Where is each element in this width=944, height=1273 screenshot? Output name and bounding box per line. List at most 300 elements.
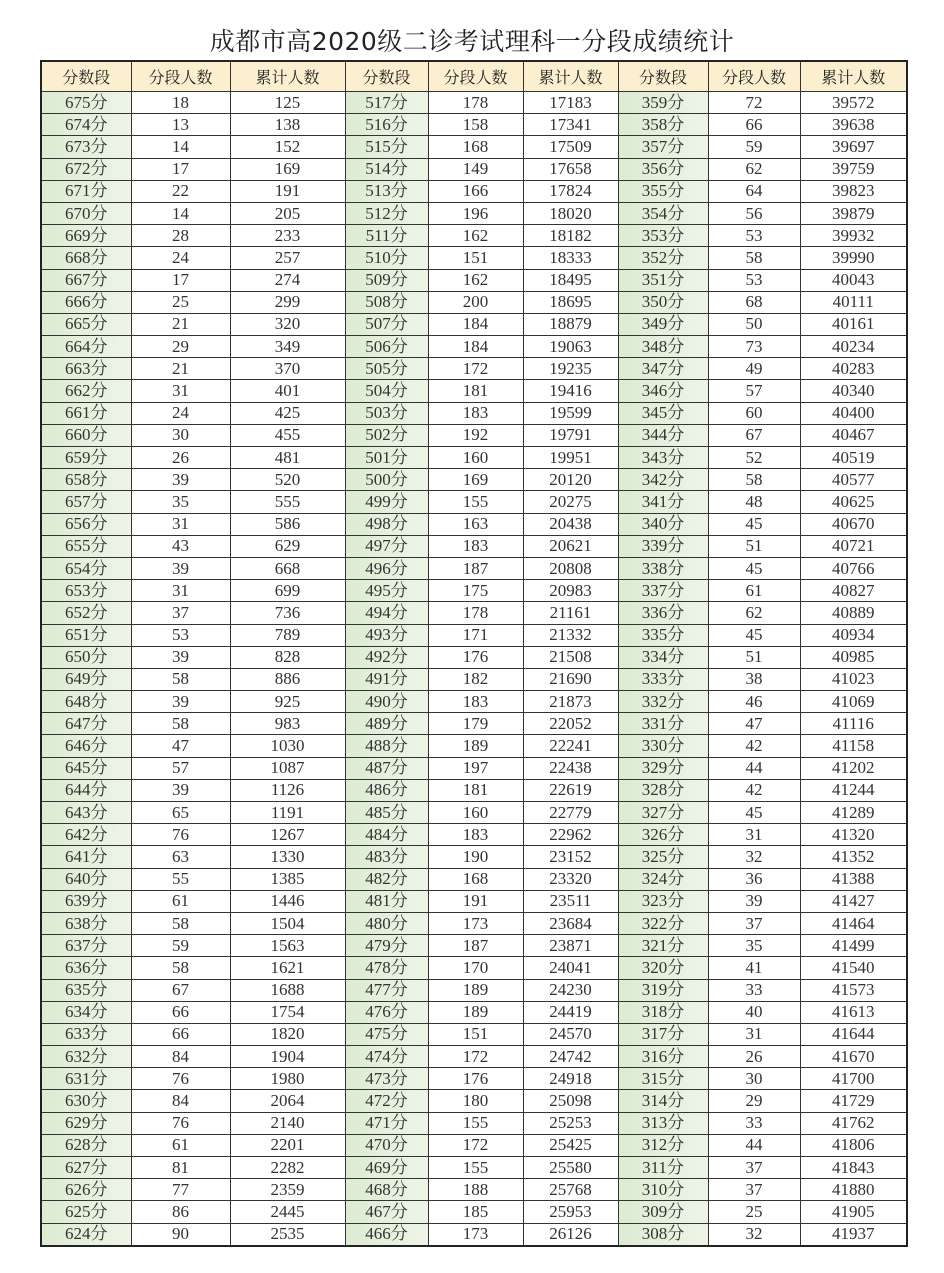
score-band-cell: 664分 [41, 336, 131, 358]
cumulative-count-cell: 22052 [523, 713, 618, 735]
cumulative-count-cell: 886 [230, 668, 345, 690]
band-count-cell: 44 [708, 757, 800, 779]
band-count-cell: 196 [428, 202, 523, 224]
score-band-cell: 671分 [41, 180, 131, 202]
score-band-cell: 643分 [41, 802, 131, 824]
band-count-cell: 67 [708, 424, 800, 446]
band-count-cell: 190 [428, 846, 523, 868]
cumulative-count-cell: 40467 [800, 424, 907, 446]
band-count-cell: 44 [708, 1134, 800, 1156]
cumulative-count-cell: 828 [230, 646, 345, 668]
table-row [41, 646, 907, 668]
cumulative-count-cell: 41069 [800, 691, 907, 713]
score-band-cell: 468分 [345, 1179, 428, 1201]
band-count-cell: 65 [131, 802, 230, 824]
cumulative-count-cell: 18695 [523, 291, 618, 313]
cumulative-count-cell: 1191 [230, 802, 345, 824]
cumulative-count-cell: 19951 [523, 447, 618, 469]
table-row [41, 935, 907, 957]
cumulative-count-cell: 41573 [800, 979, 907, 1001]
table-row [41, 1179, 907, 1201]
score-band-cell: 663分 [41, 358, 131, 380]
cumulative-count-cell: 19599 [523, 402, 618, 424]
band-count-cell: 175 [428, 580, 523, 602]
score-band-cell: 483分 [345, 846, 428, 868]
score-band-cell: 321分 [618, 935, 708, 957]
cumulative-count-cell: 40721 [800, 535, 907, 557]
cumulative-count-cell: 25768 [523, 1179, 618, 1201]
band-count-cell: 24 [131, 247, 230, 269]
score-band-cell: 319分 [618, 979, 708, 1001]
cumulative-count-cell: 668 [230, 557, 345, 579]
table-row [41, 557, 907, 579]
score-band-cell: 318分 [618, 1001, 708, 1023]
score-band-cell: 498分 [345, 513, 428, 535]
cumulative-count-cell: 26126 [523, 1223, 618, 1246]
table-row [41, 114, 907, 136]
score-band-cell: 496分 [345, 557, 428, 579]
cumulative-count-cell: 191 [230, 180, 345, 202]
score-band-cell: 513分 [345, 180, 428, 202]
band-count-cell: 28 [131, 225, 230, 247]
band-count-cell: 184 [428, 313, 523, 335]
table-body [41, 92, 907, 1246]
table-row [41, 269, 907, 291]
cumulative-count-cell: 41320 [800, 824, 907, 846]
band-count-cell: 158 [428, 114, 523, 136]
cumulative-count-cell: 41729 [800, 1090, 907, 1112]
band-count-cell: 39 [708, 890, 800, 912]
score-band-cell: 495分 [345, 580, 428, 602]
cumulative-count-cell: 41937 [800, 1223, 907, 1246]
band-count-cell: 39 [131, 646, 230, 668]
score-band-cell: 625分 [41, 1201, 131, 1223]
cumulative-count-cell: 41116 [800, 713, 907, 735]
table-row [41, 424, 907, 446]
table-row [41, 1090, 907, 1112]
score-band-cell: 654分 [41, 557, 131, 579]
column-header-band-count: 分段人数 [428, 61, 523, 92]
cumulative-count-cell: 41843 [800, 1157, 907, 1179]
score-band-cell: 506分 [345, 336, 428, 358]
cumulative-count-cell: 1330 [230, 846, 345, 868]
cumulative-count-cell: 20275 [523, 491, 618, 513]
score-band-cell: 673分 [41, 136, 131, 158]
score-band-cell: 489分 [345, 713, 428, 735]
cumulative-count-cell: 21690 [523, 668, 618, 690]
band-count-cell: 35 [131, 491, 230, 513]
table-row [41, 580, 907, 602]
band-count-cell: 58 [131, 957, 230, 979]
column-header-score-band: 分数段 [618, 61, 708, 92]
score-band-cell: 647分 [41, 713, 131, 735]
band-count-cell: 81 [131, 1157, 230, 1179]
score-band-cell: 517分 [345, 92, 428, 114]
cumulative-count-cell: 41499 [800, 935, 907, 957]
cumulative-count-cell: 169 [230, 158, 345, 180]
band-count-cell: 60 [708, 402, 800, 424]
band-count-cell: 182 [428, 668, 523, 690]
band-count-cell: 62 [708, 602, 800, 624]
band-count-cell: 189 [428, 735, 523, 757]
score-band-cell: 326分 [618, 824, 708, 846]
band-count-cell: 58 [131, 668, 230, 690]
table-row [41, 912, 907, 934]
cumulative-count-cell: 17824 [523, 180, 618, 202]
cumulative-count-cell: 41388 [800, 868, 907, 890]
band-count-cell: 61 [131, 1134, 230, 1156]
score-band-cell: 345分 [618, 402, 708, 424]
cumulative-count-cell: 18495 [523, 269, 618, 291]
score-band-cell: 486分 [345, 779, 428, 801]
table-row [41, 291, 907, 313]
score-band-cell: 658分 [41, 469, 131, 491]
band-count-cell: 31 [131, 513, 230, 535]
table-row [41, 957, 907, 979]
band-count-cell: 29 [131, 336, 230, 358]
band-count-cell: 61 [131, 890, 230, 912]
band-count-cell: 57 [708, 380, 800, 402]
table-row [41, 491, 907, 513]
score-band-cell: 331分 [618, 713, 708, 735]
cumulative-count-cell: 41202 [800, 757, 907, 779]
band-count-cell: 14 [131, 136, 230, 158]
table-row [41, 247, 907, 269]
band-count-cell: 149 [428, 158, 523, 180]
band-count-cell: 31 [708, 1023, 800, 1045]
band-count-cell: 151 [428, 1023, 523, 1045]
score-band-cell: 512分 [345, 202, 428, 224]
score-band-cell: 350分 [618, 291, 708, 313]
table-row [41, 846, 907, 868]
score-band-cell: 313分 [618, 1112, 708, 1134]
score-band-cell: 347分 [618, 358, 708, 380]
cumulative-count-cell: 41023 [800, 668, 907, 690]
band-count-cell: 176 [428, 646, 523, 668]
cumulative-count-cell: 2201 [230, 1134, 345, 1156]
band-count-cell: 56 [708, 202, 800, 224]
band-count-cell: 48 [708, 491, 800, 513]
table-row [41, 691, 907, 713]
band-count-cell: 31 [708, 824, 800, 846]
cumulative-count-cell: 1126 [230, 779, 345, 801]
band-count-cell: 72 [708, 92, 800, 114]
score-band-cell: 515分 [345, 136, 428, 158]
band-count-cell: 32 [708, 846, 800, 868]
band-count-cell: 84 [131, 1090, 230, 1112]
score-band-cell: 353分 [618, 225, 708, 247]
band-count-cell: 57 [131, 757, 230, 779]
cumulative-count-cell: 40625 [800, 491, 907, 513]
band-count-cell: 39 [131, 469, 230, 491]
band-count-cell: 73 [708, 336, 800, 358]
band-count-cell: 37 [708, 1157, 800, 1179]
band-count-cell: 166 [428, 180, 523, 202]
band-count-cell: 37 [131, 602, 230, 624]
score-band-cell: 510分 [345, 247, 428, 269]
cumulative-count-cell: 1030 [230, 735, 345, 757]
cumulative-count-cell: 17341 [523, 114, 618, 136]
score-band-cell: 641分 [41, 846, 131, 868]
column-header-band-count: 分段人数 [131, 61, 230, 92]
table-row [41, 225, 907, 247]
cumulative-count-cell: 20120 [523, 469, 618, 491]
cumulative-count-cell: 24419 [523, 1001, 618, 1023]
score-band-cell: 639分 [41, 890, 131, 912]
score-band-cell: 354分 [618, 202, 708, 224]
cumulative-count-cell: 23511 [523, 890, 618, 912]
score-band-cell: 472分 [345, 1090, 428, 1112]
band-count-cell: 25 [131, 291, 230, 313]
score-band-cell: 629分 [41, 1112, 131, 1134]
band-count-cell: 13 [131, 114, 230, 136]
band-count-cell: 76 [131, 1068, 230, 1090]
band-count-cell: 151 [428, 247, 523, 269]
cumulative-count-cell: 40827 [800, 580, 907, 602]
cumulative-count-cell: 17509 [523, 136, 618, 158]
score-band-cell: 477分 [345, 979, 428, 1001]
cumulative-count-cell: 25953 [523, 1201, 618, 1223]
score-band-cell: 674分 [41, 114, 131, 136]
cumulative-count-cell: 24570 [523, 1023, 618, 1045]
cumulative-count-cell: 2140 [230, 1112, 345, 1134]
cumulative-count-cell: 1904 [230, 1046, 345, 1068]
cumulative-count-cell: 22962 [523, 824, 618, 846]
band-count-cell: 168 [428, 868, 523, 890]
cumulative-count-cell: 1688 [230, 979, 345, 1001]
cumulative-count-cell: 40889 [800, 602, 907, 624]
band-count-cell: 183 [428, 402, 523, 424]
score-band-cell: 341分 [618, 491, 708, 513]
score-band-cell: 332分 [618, 691, 708, 713]
score-band-cell: 505分 [345, 358, 428, 380]
table-row [41, 779, 907, 801]
cumulative-count-cell: 41158 [800, 735, 907, 757]
band-count-cell: 42 [708, 779, 800, 801]
cumulative-count-cell: 23684 [523, 912, 618, 934]
score-band-cell: 640分 [41, 868, 131, 890]
cumulative-count-cell: 22619 [523, 779, 618, 801]
band-count-cell: 26 [131, 447, 230, 469]
score-band-cell: 638分 [41, 912, 131, 934]
band-count-cell: 45 [708, 557, 800, 579]
band-count-cell: 21 [131, 358, 230, 380]
band-count-cell: 187 [428, 935, 523, 957]
score-band-cell: 635分 [41, 979, 131, 1001]
score-band-cell: 356分 [618, 158, 708, 180]
score-band-cell: 315分 [618, 1068, 708, 1090]
cumulative-count-cell: 41540 [800, 957, 907, 979]
table-row [41, 313, 907, 335]
band-count-cell: 66 [131, 1001, 230, 1023]
cumulative-count-cell: 736 [230, 602, 345, 624]
cumulative-count-cell: 789 [230, 624, 345, 646]
band-count-cell: 170 [428, 957, 523, 979]
score-band-cell: 322分 [618, 912, 708, 934]
band-count-cell: 173 [428, 912, 523, 934]
cumulative-count-cell: 40161 [800, 313, 907, 335]
band-count-cell: 42 [708, 735, 800, 757]
table-row [41, 713, 907, 735]
band-count-cell: 47 [131, 735, 230, 757]
score-band-cell: 631分 [41, 1068, 131, 1090]
cumulative-count-cell: 1267 [230, 824, 345, 846]
band-count-cell: 47 [708, 713, 800, 735]
score-band-cell: 645分 [41, 757, 131, 779]
score-band-cell: 652分 [41, 602, 131, 624]
cumulative-count-cell: 152 [230, 136, 345, 158]
table-row [41, 802, 907, 824]
score-band-cell: 484分 [345, 824, 428, 846]
score-band-cell: 648分 [41, 691, 131, 713]
band-count-cell: 31 [131, 380, 230, 402]
score-band-cell: 340分 [618, 513, 708, 535]
cumulative-count-cell: 41352 [800, 846, 907, 868]
column-header-cumulative-count: 累计人数 [523, 61, 618, 92]
band-count-cell: 21 [131, 313, 230, 335]
cumulative-count-cell: 39990 [800, 247, 907, 269]
score-band-cell: 329分 [618, 757, 708, 779]
cumulative-count-cell: 2282 [230, 1157, 345, 1179]
table-row [41, 624, 907, 646]
score-band-cell: 653分 [41, 580, 131, 602]
table-row [41, 1023, 907, 1045]
band-count-cell: 58 [131, 713, 230, 735]
table-row [41, 1046, 907, 1068]
score-band-cell: 466分 [345, 1223, 428, 1246]
score-band-cell: 335分 [618, 624, 708, 646]
cumulative-count-cell: 274 [230, 269, 345, 291]
band-count-cell: 22 [131, 180, 230, 202]
cumulative-count-cell: 39879 [800, 202, 907, 224]
band-count-cell: 38 [708, 668, 800, 690]
table-row [41, 668, 907, 690]
band-count-cell: 200 [428, 291, 523, 313]
band-count-cell: 155 [428, 491, 523, 513]
cumulative-count-cell: 18333 [523, 247, 618, 269]
cumulative-count-cell: 18020 [523, 202, 618, 224]
cumulative-count-cell: 41464 [800, 912, 907, 934]
score-band-cell: 675分 [41, 92, 131, 114]
band-count-cell: 32 [708, 1223, 800, 1246]
band-count-cell: 30 [708, 1068, 800, 1090]
table-row [41, 202, 907, 224]
score-band-cell: 310分 [618, 1179, 708, 1201]
band-count-cell: 36 [708, 868, 800, 890]
band-count-cell: 17 [131, 269, 230, 291]
score-band-cell: 357分 [618, 136, 708, 158]
cumulative-count-cell: 20438 [523, 513, 618, 535]
band-count-cell: 37 [708, 1179, 800, 1201]
score-band-cell: 485分 [345, 802, 428, 824]
band-count-cell: 18 [131, 92, 230, 114]
cumulative-count-cell: 20808 [523, 557, 618, 579]
table-row [41, 380, 907, 402]
table-row [41, 824, 907, 846]
score-band-cell: 646分 [41, 735, 131, 757]
score-band-cell: 661分 [41, 402, 131, 424]
cumulative-count-cell: 41244 [800, 779, 907, 801]
score-band-cell: 636分 [41, 957, 131, 979]
table-row [41, 1223, 907, 1246]
score-band-cell: 471分 [345, 1112, 428, 1134]
score-band-cell: 325分 [618, 846, 708, 868]
cumulative-count-cell: 19235 [523, 358, 618, 380]
band-count-cell: 39 [131, 691, 230, 713]
score-band-cell: 672分 [41, 158, 131, 180]
cumulative-count-cell: 23871 [523, 935, 618, 957]
band-count-cell: 14 [131, 202, 230, 224]
table-row [41, 336, 907, 358]
score-band-cell: 467分 [345, 1201, 428, 1223]
cumulative-count-cell: 1087 [230, 757, 345, 779]
cumulative-count-cell: 40043 [800, 269, 907, 291]
score-band-cell: 656分 [41, 513, 131, 535]
cumulative-count-cell: 1820 [230, 1023, 345, 1045]
cumulative-count-cell: 41880 [800, 1179, 907, 1201]
cumulative-count-cell: 20621 [523, 535, 618, 557]
table-row [41, 180, 907, 202]
score-band-cell: 478分 [345, 957, 428, 979]
band-count-cell: 90 [131, 1223, 230, 1246]
band-count-cell: 171 [428, 624, 523, 646]
band-count-cell: 61 [708, 580, 800, 602]
band-count-cell: 33 [708, 979, 800, 1001]
score-band-cell: 514分 [345, 158, 428, 180]
column-header-score-band: 分数段 [345, 61, 428, 92]
score-band-cell: 487分 [345, 757, 428, 779]
score-band-cell: 309分 [618, 1201, 708, 1223]
score-band-cell: 655分 [41, 535, 131, 557]
band-count-cell: 49 [708, 358, 800, 380]
cumulative-count-cell: 1504 [230, 912, 345, 934]
cumulative-count-cell: 481 [230, 447, 345, 469]
cumulative-count-cell: 17183 [523, 92, 618, 114]
score-band-cell: 502分 [345, 424, 428, 446]
band-count-cell: 172 [428, 1134, 523, 1156]
score-band-cell: 491分 [345, 668, 428, 690]
table-header-row [41, 61, 907, 92]
column-header-cumulative-count: 累计人数 [800, 61, 907, 92]
cumulative-count-cell: 21873 [523, 691, 618, 713]
band-count-cell: 162 [428, 225, 523, 247]
band-count-cell: 189 [428, 1001, 523, 1023]
band-count-cell: 192 [428, 424, 523, 446]
band-count-cell: 189 [428, 979, 523, 1001]
cumulative-count-cell: 40985 [800, 646, 907, 668]
cumulative-count-cell: 2064 [230, 1090, 345, 1112]
score-band-cell: 516分 [345, 114, 428, 136]
band-count-cell: 53 [708, 225, 800, 247]
band-count-cell: 45 [708, 513, 800, 535]
score-band-cell: 355分 [618, 180, 708, 202]
band-count-cell: 84 [131, 1046, 230, 1068]
cumulative-count-cell: 40340 [800, 380, 907, 402]
cumulative-count-cell: 425 [230, 402, 345, 424]
band-count-cell: 53 [131, 624, 230, 646]
cumulative-count-cell: 22241 [523, 735, 618, 757]
cumulative-count-cell: 2445 [230, 1201, 345, 1223]
score-band-cell: 334分 [618, 646, 708, 668]
score-band-cell: 476分 [345, 1001, 428, 1023]
band-count-cell: 26 [708, 1046, 800, 1068]
score-band-cell: 667分 [41, 269, 131, 291]
table-row [41, 735, 907, 757]
score-band-cell: 338分 [618, 557, 708, 579]
table-row [41, 1112, 907, 1134]
band-count-cell: 39 [131, 779, 230, 801]
cumulative-count-cell: 629 [230, 535, 345, 557]
